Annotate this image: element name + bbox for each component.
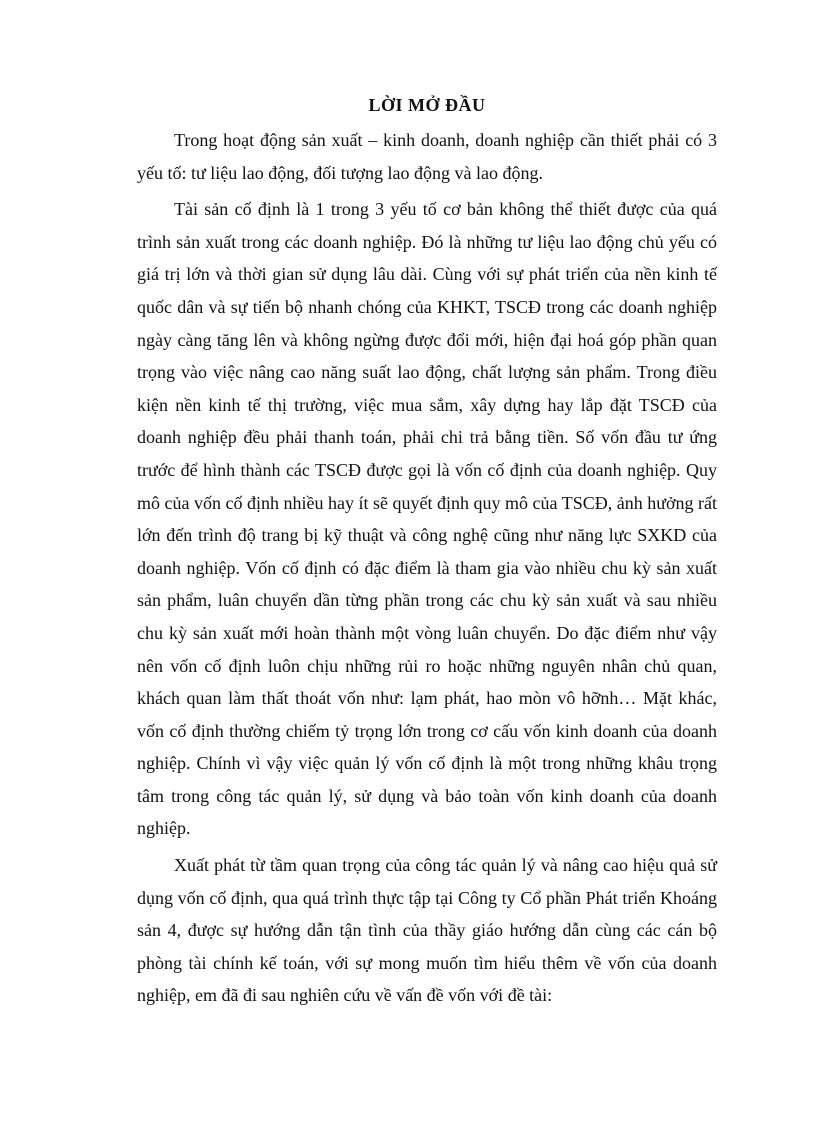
document-page [137, 92, 717, 1016]
paragraph-topic: Xuất phát từ tầm quan trọng của công tác quản lý và nâng cao hiệu quả sử dụng vốn cố định, qua quá trình thực tập tại Công ty Cổ phần Phát triển Khoáng sản 4, được sự hướng dẫn tận tình của thầy giáo hướng dẫn cùng các cán bộ phòng tài chính kế toán, với sự mong muốn tìm hiểu thêm về vốn của doanh nghiệp, em đã đi sau nghiên cứu về vấn đề vốn với đề tài: [137, 855, 717, 1006]
paragraph-fixed-assets: Tài sản cố định là 1 trong 3 yếu tố cơ bản không thể thiết được của quá trình sản xuất trong các doanh nghiệp. Đó là những tư liệu lao động chủ yếu có giá trị lớn và thời gian sử dụng lâu dài. Cùng với sự phát triển của nền kinh tế quốc dân và sự tiến bộ nhanh chóng của KHKT, TSCĐ trong các doanh nghiệp ngày càng tăng lên và không ngừng được đổi mới, hiện đại hoá góp phần quan trọng vào việc nâng cao năng suất lao động, chất lượng sản phẩm. Trong điều kiện nền kinh tế thị trường, việc mua sắm, xây dựng hay lắp đặt TSCĐ của doanh nghiệp đều phải thanh toán, phải chi trả bằng tiền. Số vốn đầu tư ứng trước để hình thành các TSCĐ được gọi là vốn cố định của doanh nghiệp. Quy mô của vốn cố định nhiều hay ít sẽ quyết định quy mô của TSCĐ, ảnh hưởng rất lớn đến trình độ trang bị kỹ thuật và công nghệ cũng như năng lực SXKD của doanh nghiệp. Vốn cố định có đặc điểm là tham gia vào nhiều chu kỳ sản xuất sản phẩm, luân chuyển dần từng phần trong các chu kỳ sản xuất và sau nhiều chu kỳ sản xuất mới hoàn thành một vòng luân chuyển. Do đặc điểm như vậy nên vốn cố định luôn chịu những rủi ro hoặc những nguyên nhân chủ quan, khách quan làm thất thoát vốn như: lạm phát, hao mòn vô hỡnh… Mặt khác, vốn cố định thường chiếm tỷ trọng lớn trong cơ cấu vốn kinh doanh của doanh nghiệp. Chính vì vậy việc quản lý vốn cố định là một trong những khâu trọng tâm trong công tác quản lý, sử dụng và bảo toàn vốn kinh doanh của doanh nghiệp. [137, 199, 717, 839]
paragraph-intro: Trong hoạt động sản xuất – kinh doanh, doanh nghiệp cần thiết phải có 3 yếu tố: tư liệu lao động, đối tượng lao động và lao động. [137, 130, 717, 183]
page-title: LỜI MỞ ĐẦU [368, 95, 486, 115]
